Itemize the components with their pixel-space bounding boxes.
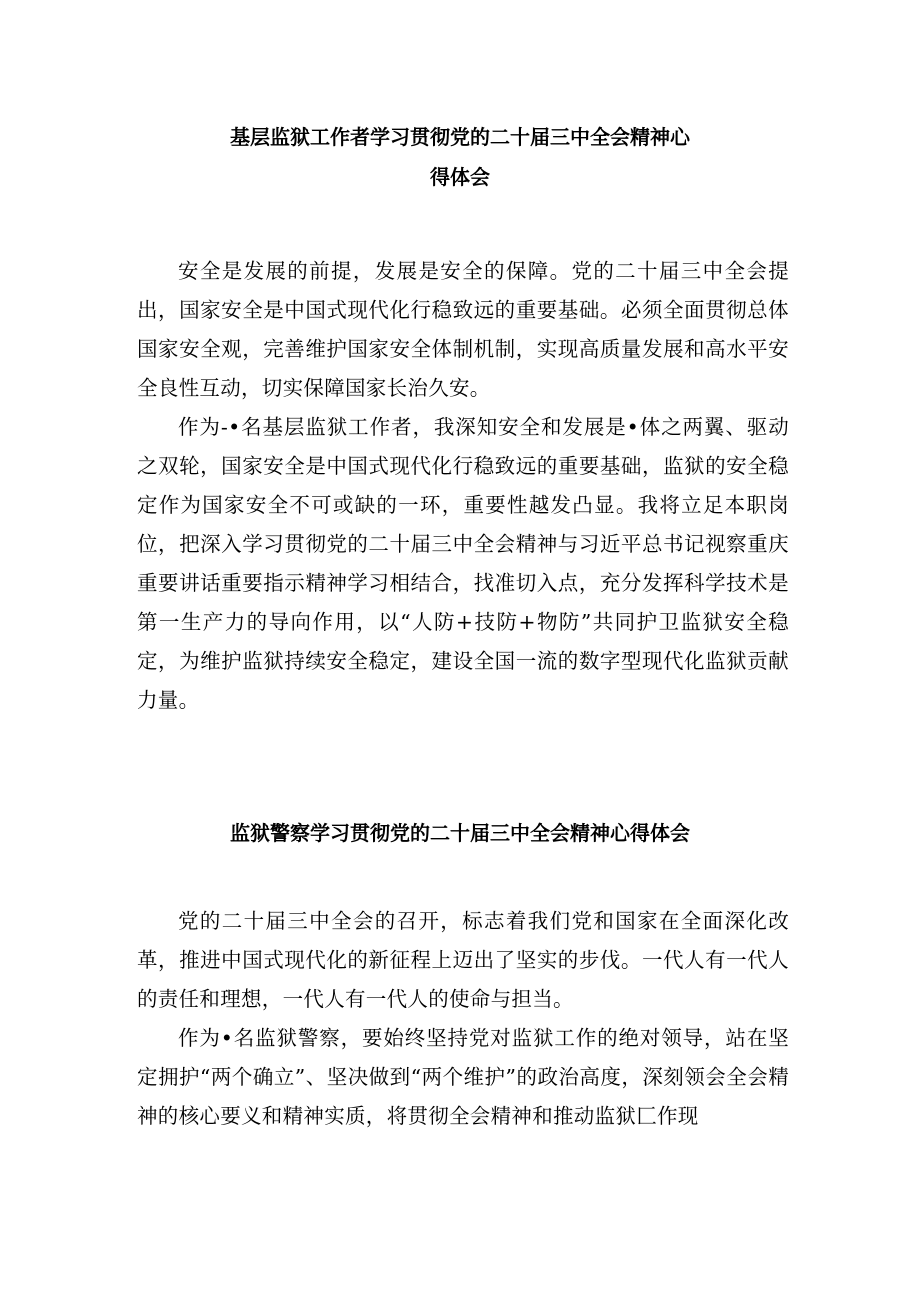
article-1-body — [137, 252, 789, 720]
article-2-body — [137, 902, 789, 1136]
article-1-title-line-1: 基层监狱工作者学习贯彻党的二十届三中全会精神心 — [230, 125, 690, 149]
article-2-paragraph-2: 作为•名监狱警察，要始终坚持党对监狱工作的绝对领导，站在坚定拥护“两个确立”、坚决做到“两个维护”的政治高度，深刻领会全会精神的核心要义和精神实质，将贯彻全会精神和推动监狱匚作现 — [137, 1026, 789, 1128]
article-1-title-line-2: 得体会 — [430, 165, 490, 189]
article-1-paragraph-2: 作为-•名基层监狱工作者，我深知安全和发展是•体之两翼、驱动之双轮，国家安全是中国式现代化行稳致远的重要基础，监狱的安全稳定作为国家安全不可或缺的一环，重要性越发凸显。我将立足本职岗位，把深入学习贯彻党的二十届三中全会精神与习近平总书记视察重庆重要讲话重要指示精神学习相结合，找准切入点，充分发挥科学技术是第一生产力的导向作用，以“人防+技防+物防”共同护卫监狱安全稳定，为维护监狱持续安全稳定，建设全国一流的数字型现代化监狱贡献力量。 — [137, 415, 789, 712]
article-2-paragraph-1: 党的二十届三中全会的召开，标志着我们党和国家在全面深化改革，推进中国式现代化的新征程上迈出了坚实的步伐。一代人有一代人的责任和理想，一代人有一代人的使命与担当。 — [137, 909, 789, 1011]
article-1-paragraph-1: 安全是发展的前提，发展是安全的保障。党的二十届三中全会提出，国家安全是中国式现代化行稳致远的重要基础。必须全面贯彻总体国家安全观，完善维护国家安全体制机制，实现高质量发展和高水平安全良性互动，切实保障国家长治久安。 — [137, 259, 789, 400]
article-1-title — [0, 117, 920, 197]
article-2-title: 监狱警察学习贯彻党的二十届三中全会精神心得体会 — [230, 821, 690, 845]
